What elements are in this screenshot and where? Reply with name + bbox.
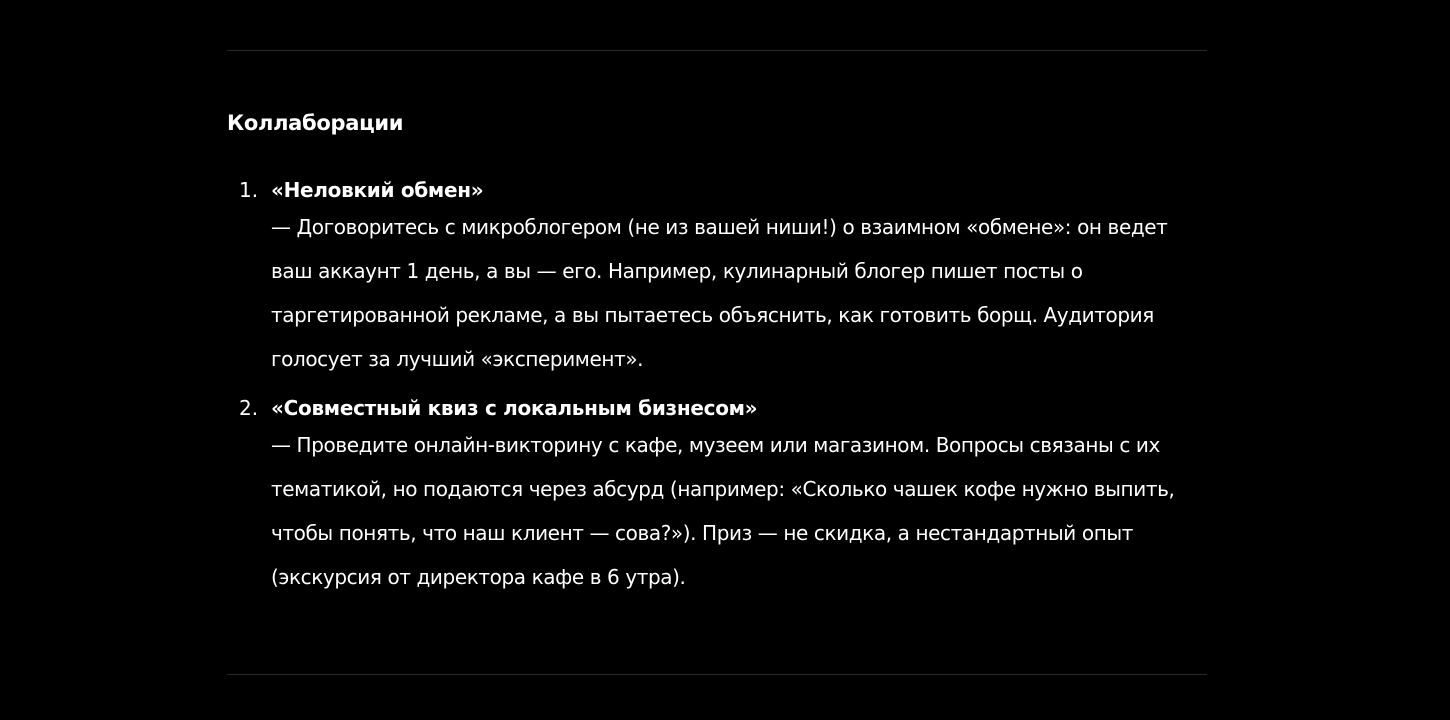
- section-heading: Коллаборации: [227, 111, 404, 135]
- list-item: [227, 393, 1227, 599]
- list-item-number: 1.: [239, 178, 259, 202]
- list-item-text: — Проведите онлайн-викторину с кафе, музеем или магазином. Вопросы связаны с их тематикой, но подаются через абсурд (например: «Сколько чашек кофе нужно выпить, чтобы понять, что наш клиент — сова?»). Приз — не скидка, а нестандартный опыт (экскурсия от директора кафе в 6 утра).: [271, 433, 1175, 589]
- bottom-divider: [227, 674, 1207, 675]
- list-item: [227, 175, 1227, 381]
- list-item-title: «Неловкий обмен»: [271, 178, 484, 202]
- list-item-number: 2.: [239, 396, 259, 420]
- list-item-text: — Договоритесь с микроблогером (не из вашей ниши!) о взаимном «обмене»: он ведет ваш аккаунт 1 день, а вы — его. Например, кулинарный блогер пишет посты о таргетированной рекламе, а вы пытаетесь объяснить, как готовить борщ. Аудитория голосует за лучший «эксперимент».: [271, 215, 1168, 371]
- collaboration-list: [227, 175, 1227, 611]
- top-divider: [227, 50, 1207, 51]
- list-item-title: «Совместный квиз с локальным бизнесом»: [271, 396, 758, 420]
